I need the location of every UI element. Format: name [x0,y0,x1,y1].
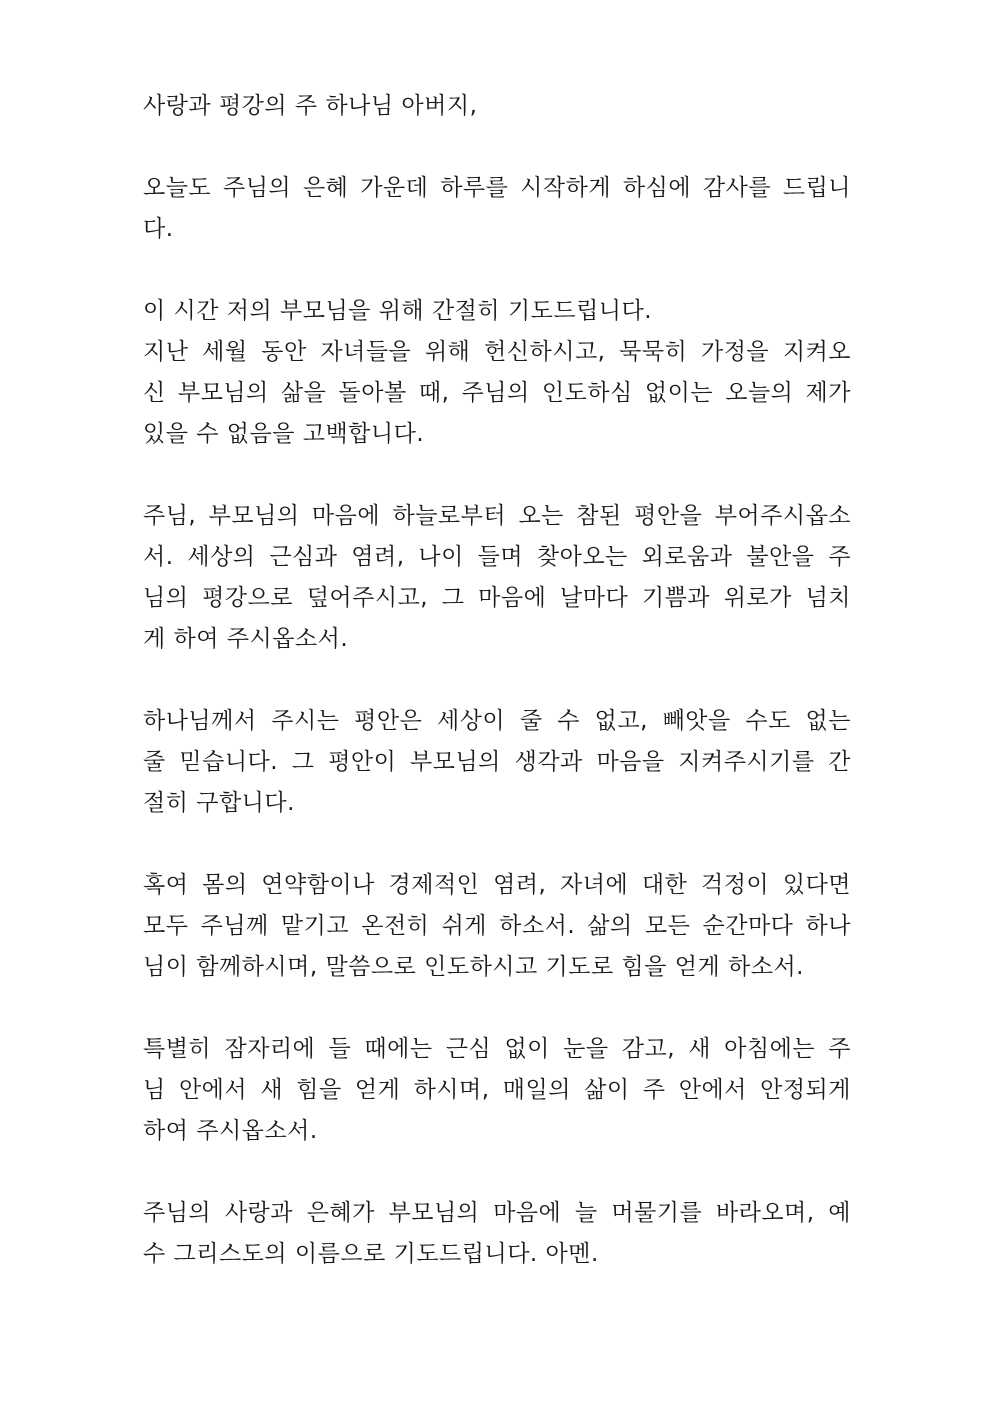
paragraph-spacer [143,1152,851,1193]
text-line: 하나님께서 주시는 평안은 세상이 줄 수 없고, 빼앗을 수도 없는 [143,708,851,734]
text-line: 다. [143,216,174,242]
text-line: 있을 수 없음을 고백합니다. [143,421,425,447]
paragraph-spacer [143,660,851,701]
paragraph [143,1029,851,1152]
text-line: 혹여 몸의 연약함이나 경제적인 염려, 자녀에 대한 걱정이 있다면 [143,872,851,898]
paragraph-spacer [143,250,851,291]
text-line: 줄 믿습니다. 그 평안이 부모님의 생각과 마음을 지켜주시기를 간 [143,749,851,775]
text-line: 주님의 사랑과 은혜가 부모님의 마음에 늘 머물기를 바라오며, 예 [143,1200,851,1226]
text-line: 님이 함께하시며, 말씀으로 인도하시고 기도로 힘을 얻게 하소서. [143,954,804,980]
text-line: 오늘도 주님의 은혜 가운데 하루를 시작하게 하심에 감사를 드립니 [143,175,851,201]
text-line: 게 하여 주시옵소서. [143,626,349,652]
paragraph [143,291,851,455]
paragraph [143,865,851,988]
text-line: 하여 주시옵소서. [143,1118,318,1144]
text-line: 절히 구합니다. [143,790,295,816]
paragraph [143,86,851,127]
prayer-text-body [143,86,851,1275]
paragraph [143,1193,851,1275]
paragraph [143,168,851,250]
text-line: 신 부모님의 삶을 돌아볼 때, 주님의 인도하심 없이는 오늘의 제가 [143,380,851,406]
text-line: 수 그리스도의 이름으로 기도드립니다. 아멘. [143,1241,599,1267]
text-line: 서. 세상의 근심과 염려, 나이 들며 찾아오는 외로움과 불안을 주 [143,544,851,570]
paragraph-spacer [143,988,851,1029]
text-line: 주님, 부모님의 마음에 하늘로부터 오는 참된 평안을 부어주시옵소 [143,503,851,529]
text-line: 사랑과 평강의 주 하나님 아버지, [143,93,478,119]
paragraph-spacer [143,824,851,865]
text-line: 님 안에서 새 힘을 얻게 하시며, 매일의 삶이 주 안에서 안정되게 [143,1077,851,1103]
text-line: 특별히 잠자리에 들 때에는 근심 없이 눈을 감고, 새 아침에는 주 [143,1036,851,1062]
text-line: 지난 세월 동안 자녀들을 위해 헌신하시고, 묵묵히 가정을 지켜오 [143,339,851,365]
paragraph-spacer [143,455,851,496]
paragraph [143,701,851,824]
paragraph [143,496,851,660]
paragraph-spacer [143,127,851,168]
text-line: 님의 평강으로 덮어주시고, 그 마음에 날마다 기쁨과 위로가 넘치 [143,585,851,611]
text-line: 이 시간 저의 부모님을 위해 간절히 기도드립니다. [143,298,653,324]
text-line: 모두 주님께 맡기고 온전히 쉬게 하소서. 삶의 모든 순간마다 하나 [143,913,851,939]
